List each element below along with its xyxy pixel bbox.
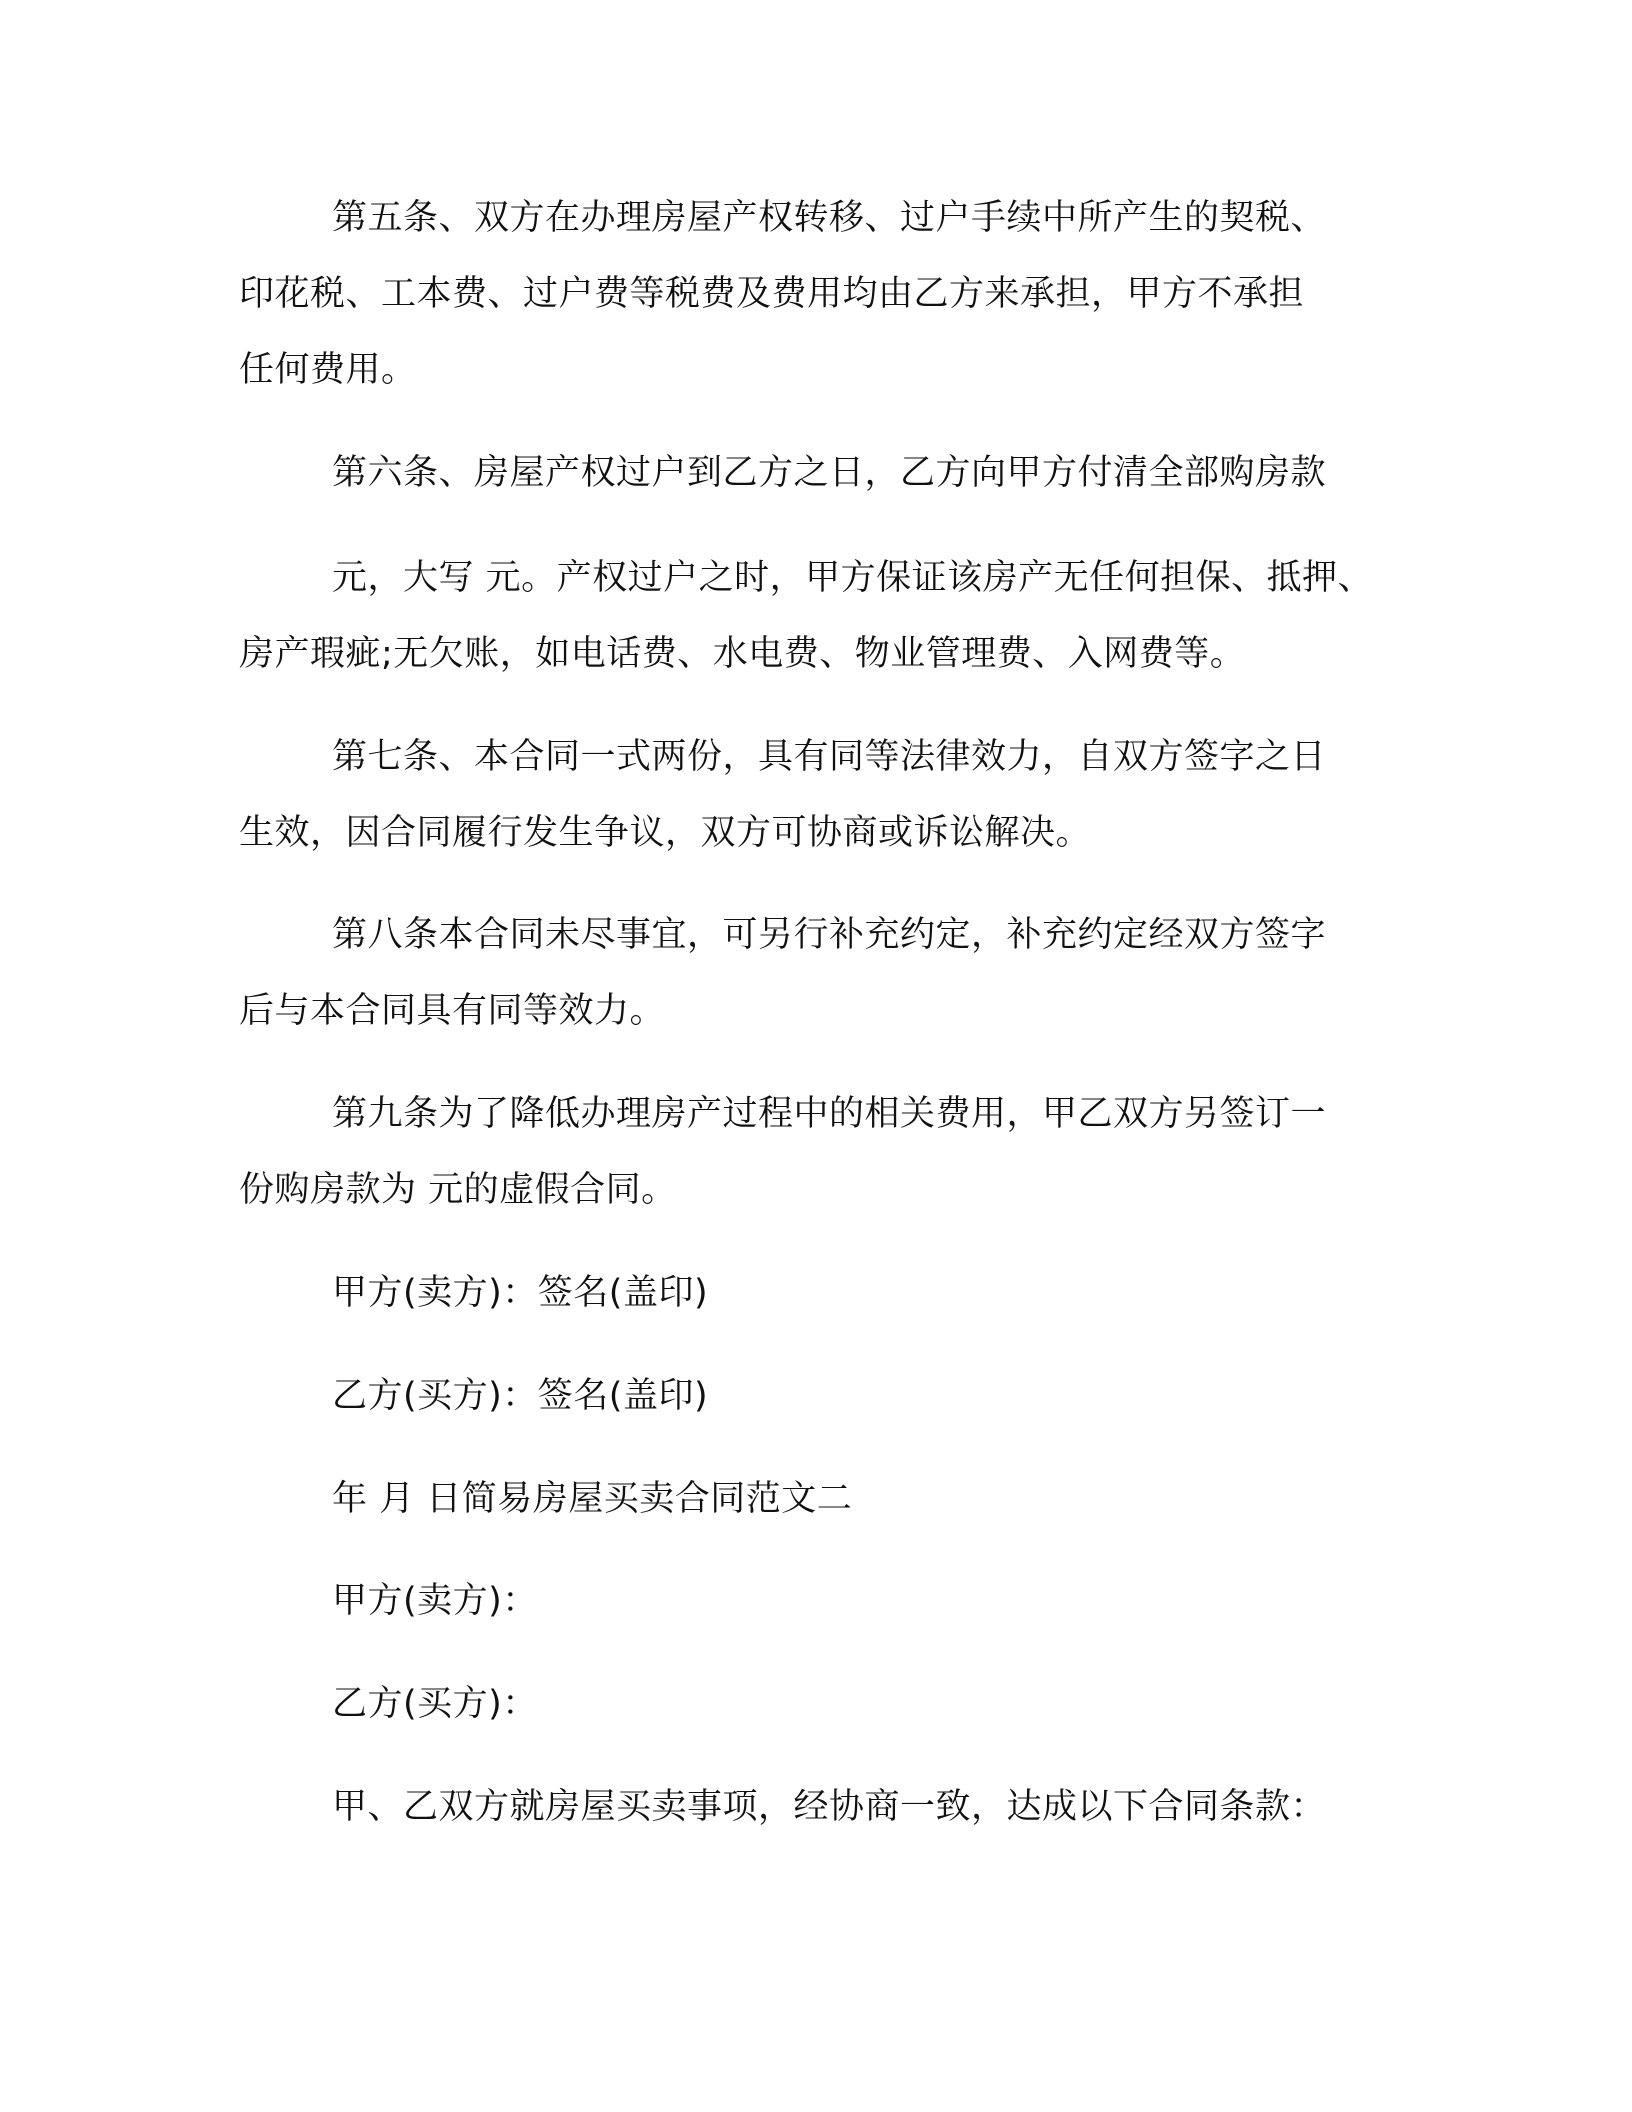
article-6-line-1: 第六条、房屋产权过户到乙方之日，乙方向甲方付清全部购房款 (332, 453, 1327, 493)
party-b-label: 乙方(买方)： (332, 1684, 538, 1724)
party-b-signature: 乙方(买方)：签名(盖印) (332, 1376, 709, 1416)
party-a-label: 甲方(卖方)： (332, 1581, 538, 1621)
article-7-line-2: 生效，因合同履行发生争议，双方可协商或诉讼解决。 (239, 813, 1092, 853)
article-9-line-2: 份购房款为 元的虚假合同。 (239, 1170, 677, 1210)
article-6-line-3: 房产瑕疵;无欠账，如电话费、水电费、物业管理费、入网费等。 (239, 634, 1246, 674)
agreement-intro: 甲、乙双方就房屋买卖事项，经协商一致，达成以下合同条款： (332, 1787, 1327, 1827)
article-6-line-2: 元，大写 元。产权过户之时，甲方保证该房产无任何担保、抵押、 (332, 558, 1374, 598)
article-8-line-1: 第八条本合同未尽事宜，可另行补充约定，补充约定经双方签字 (332, 915, 1327, 955)
article-5-line-2: 印花税、工本费、过户费等税费及费用均由乙方来承担，甲方不承担 (239, 274, 1305, 314)
article-5-line-1: 第五条、双方在办理房屋产权转移、过户手续中所产生的契税、 (332, 198, 1327, 238)
article-9-line-1: 第九条为了降低办理房产过程中的相关费用，甲乙双方另签订一 (332, 1094, 1327, 1134)
article-7-line-1: 第七条、本合同一式两份，具有同等法律效力，自双方签字之日 (332, 737, 1327, 777)
article-5-line-3: 任何费用。 (239, 350, 417, 390)
date-and-section-title: 年 月 日简易房屋买卖合同范文二 (332, 1479, 853, 1519)
article-8-line-2: 后与本合同具有同等效力。 (239, 991, 666, 1031)
party-a-signature: 甲方(卖方)：签名(盖印) (332, 1273, 709, 1313)
